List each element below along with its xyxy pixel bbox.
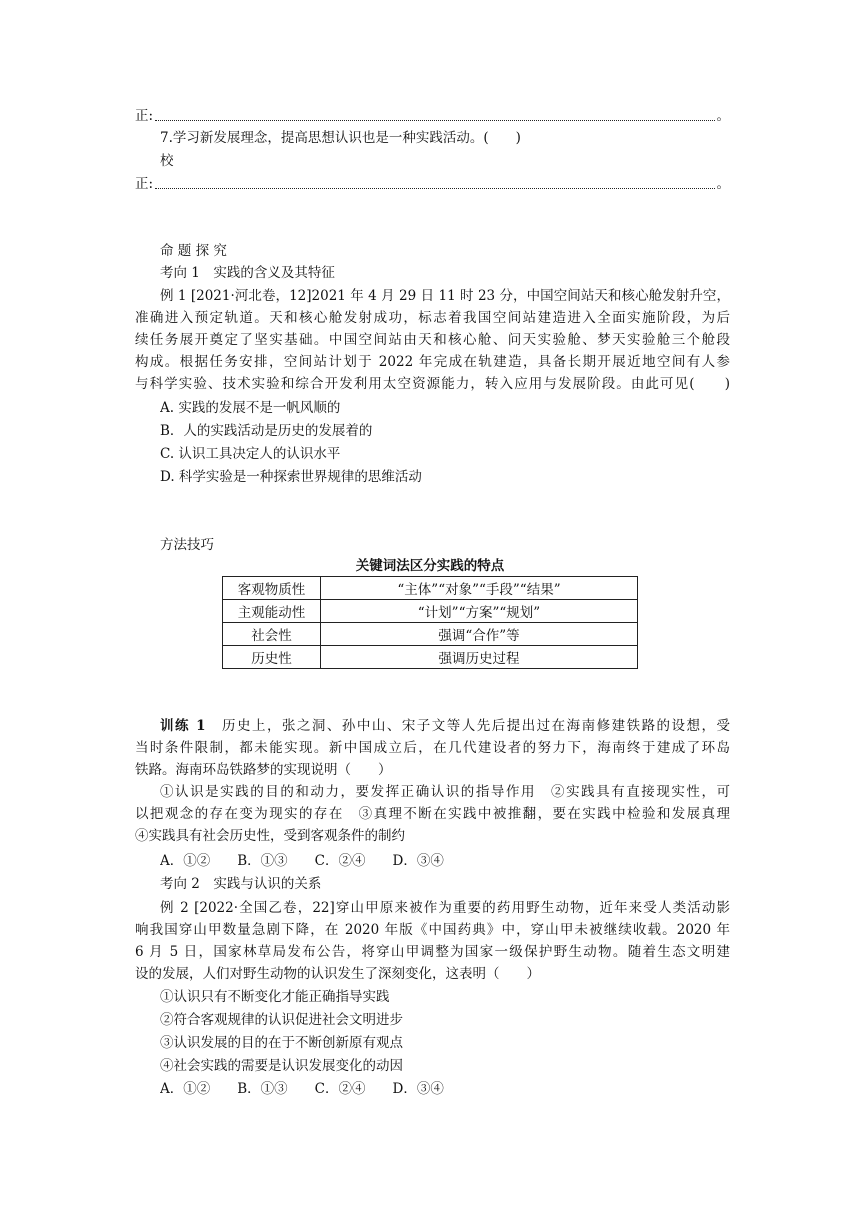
example-2-statement-4: ④社会实践的需要是认识发展变化的动因 [160, 1058, 403, 1074]
direction-1-heading: 考向 1 实践的含义及其特征 [160, 265, 335, 281]
table-row [223, 600, 638, 623]
example-1-line: 准确进入预定轨道。天和核心舱发射成功，标志着我国空间站建造进入全面实施阶段，为后 [135, 310, 730, 326]
correction-line-2 [135, 174, 730, 194]
table-row [223, 577, 638, 600]
table-key: 历史性 [223, 646, 321, 669]
example-2-statement-2: ②符合客观规律的认识促进社会文明进步 [160, 1012, 403, 1028]
training-1-options: A．①② B．①③ C．②④ D．③④ [160, 853, 444, 869]
training-1-statement: ④实践具有社会历史性，受到客观条件的制约 [135, 828, 405, 844]
dotted-blank [155, 187, 714, 189]
check-label: 校 [160, 153, 174, 169]
table-value: 强调“合作”等 [321, 623, 638, 646]
table-row [223, 646, 638, 669]
table-key: 客观物质性 [223, 577, 321, 600]
option-d: D. 科学实验是一种探索世界规律的思维活动 [160, 469, 422, 485]
direction-2-heading: 考向 2 实践与认识的关系 [160, 876, 322, 892]
method-heading: 方法技巧 [160, 537, 214, 553]
end-mark: 。 [716, 108, 730, 124]
training-1-statement: 以把观念的存在变为现实的存在 ③真理不断在实践中被推翻，要在实践中检验和发展真理 [135, 806, 730, 822]
table-row [223, 623, 638, 646]
example-1-line: 构成。根据任务安排，空间站计划于 2022 年完成在轨建造，具备长期开展近地空间有人参 [135, 354, 730, 370]
example-2-line: 例 2 [2022·全国乙卷，22]穿山甲原来被作为重要的药用野生动物，近年来受人类活动影 [160, 900, 730, 916]
table-key: 主观能动性 [223, 600, 321, 623]
training-1-line: 历史上，张之洞、孙中山、宋子文等人先后提出过在海南修建铁路的设想，受 [205, 718, 730, 734]
example-2-text [135, 897, 730, 985]
correction-line-1 [135, 106, 730, 126]
section-heading: 命 题 探 究 [160, 243, 227, 259]
example-2-line: 响我国穿山甲数量急剧下降，在 2020 年版《中国药典》中，穿山甲未被继续收载。2020 年 [135, 922, 730, 938]
training-1-text [135, 715, 730, 847]
example-1-line: 与科学实验、技术实验和综合开发利用太空资源能力，转入应用与发展阶段。由此可见( ) [135, 376, 730, 392]
example-2-statement-3: ③认识发展的目的在于不断创新原有观点 [160, 1035, 403, 1051]
table-value: “主体”“对象”“手段”“结果” [321, 577, 638, 600]
table-value: 强调历史过程 [321, 646, 638, 669]
option-b: B．人的实践活动是历史的发展着的 [160, 423, 373, 439]
example-2-line: 6 月 5 日，国家林草局发布公告，将穿山甲调整为国家一级保护野生动物。随着生态文明建 [135, 944, 730, 960]
correction-label: 正: [135, 108, 154, 124]
example-2-statement-1: ①认识只有不断变化才能正确指导实践 [160, 989, 390, 1005]
table-value: “计划”“方案”“规划” [321, 600, 638, 623]
correction-label: 正: [135, 176, 154, 192]
example-2-options: A．①② B．①③ C．②④ D．③④ [160, 1081, 444, 1097]
training-1-label: 训练 1 [160, 718, 206, 734]
example-1-line: 例 1 [2021·河北卷，12]2021 年 4 月 29 日 11 时 23 分，中国空间站天和核心舱发射升空， [160, 288, 730, 304]
table-key: 社会性 [223, 623, 321, 646]
option-c: C. 认识工具决定人的认识水平 [160, 446, 341, 462]
item-7: 7.学习新发展理念，提高思想认识也是一种实践活动。( ) [160, 130, 521, 146]
end-mark: 。 [716, 176, 730, 192]
example-1-text [135, 285, 730, 395]
dotted-blank [155, 119, 714, 121]
option-a: A. 实践的发展不是一帆风顺的 [160, 400, 341, 416]
training-1-line: 铁路。海南环岛铁路梦的实现说明（ ） [135, 762, 392, 778]
example-2-line: 设的发展，人们对野生动物的认识发生了深刻变化，这表明（ ） [135, 966, 540, 982]
table-title: 关键词法区分实践的特点 [355, 558, 505, 574]
training-1-statement: ①认识是实践的目的和动力，要发挥正确认识的指导作用 ②实践具有直接现实性，可 [160, 784, 730, 800]
example-1-line: 续任务展开奠定了坚实基础。中国空间站由天和核心舱、问天实验舱、梦天实验舱三个舱段 [135, 332, 730, 348]
training-1-line: 当时条件限制，都未能实现。新中国成立后，在几代建设者的努力下，海南终于建成了环岛 [135, 740, 730, 756]
practice-features-table [222, 576, 638, 669]
